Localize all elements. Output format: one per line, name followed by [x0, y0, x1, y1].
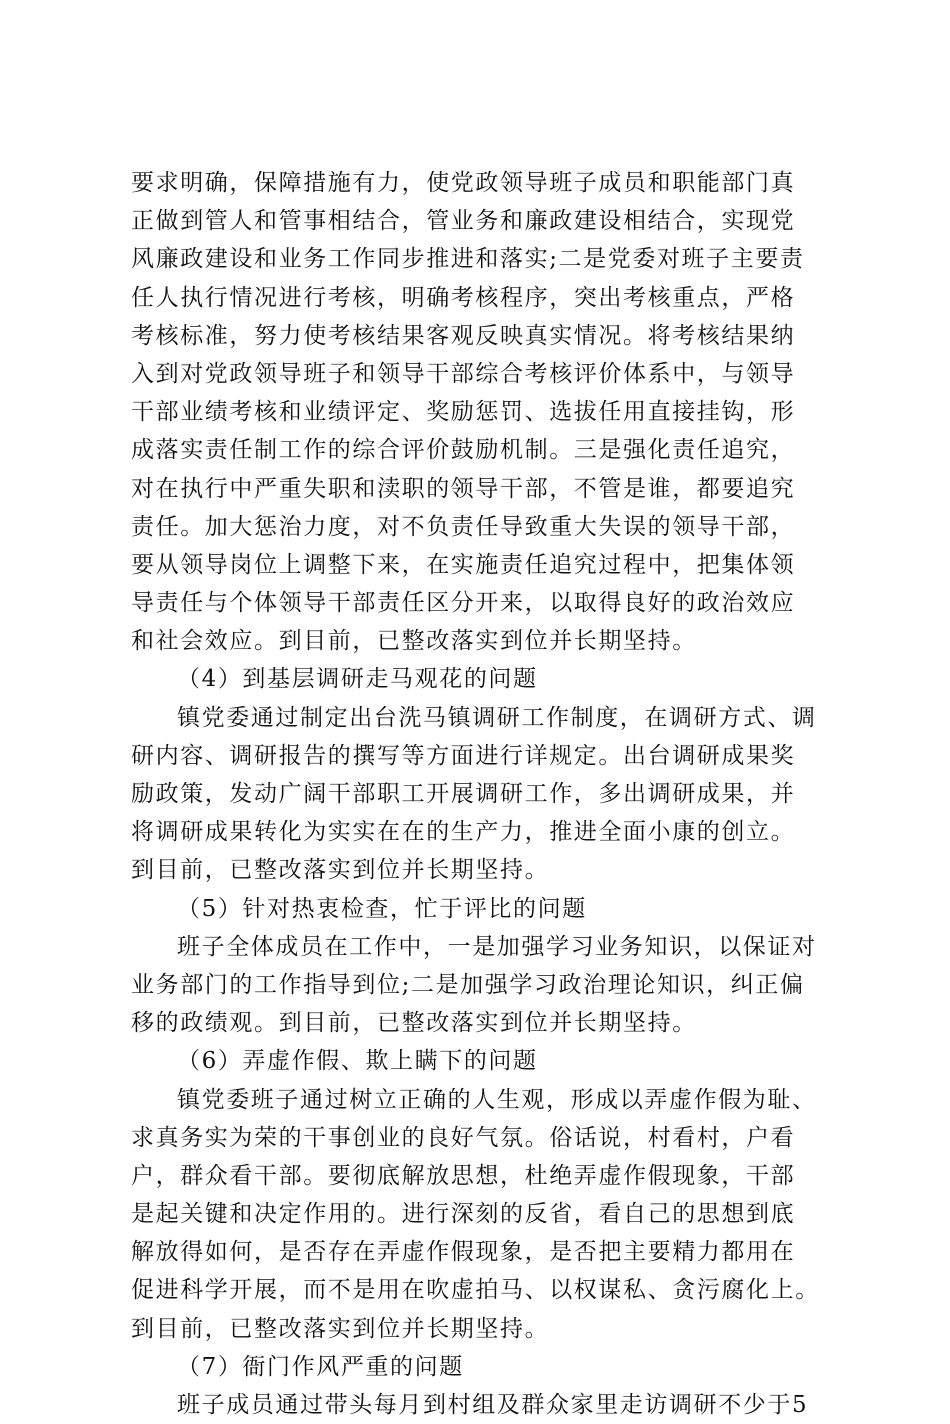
text-line: 促进科学开展，而不是用在吹虚拍马、以权谋私、贪污腐化上。 — [131, 1277, 820, 1304]
text-line: 解放得如何，是否存在弄虚作假现象，是否把主要精力都用在 — [131, 1239, 796, 1266]
text-line: 到目前，已整改落实到位并长期坚持。 — [131, 1315, 550, 1342]
text-line: 到目前，已整改落实到位并长期坚持。 — [131, 857, 550, 884]
text-line: 研内容、调研报告的撰写等方面进行详规定。出台调研成果奖 — [131, 742, 796, 769]
section-heading: （4）到基层调研走马观花的问题 — [177, 666, 538, 693]
text-line: 导责任与个体领导干部责任区分开来，以取得良好的政治效应 — [131, 590, 796, 617]
text-line: 班子全体成员在工作中，一是加强学习业务知识，以保证对 — [177, 933, 817, 960]
section-heading: （6）弄虚作假、欺上瞒下的问题 — [177, 1048, 538, 1075]
text-line: 正做到管人和管事相结合，管业务和廉政建设相结合，实现党 — [131, 208, 796, 235]
text-line: 励政策，发动广阔干部职工开展调研工作，多出调研成果，并 — [131, 781, 796, 807]
text-line: 对在执行中严重失职和渎职的领导干部，不管是谁，都要追究 — [131, 475, 796, 502]
text-line: 和社会效应。到目前，已整改落实到位并长期坚持。 — [131, 628, 697, 655]
text-line: 干部业绩考核和业绩评定、奖励惩罚、选拔任用直接挂钩，形 — [131, 399, 796, 426]
text-line: 业务部门的工作指导到位;二是加强学习政治理论知识，纠正偏 — [131, 971, 805, 998]
text-line: 是起关键和决定作用的。进行深刻的反省，看自己的思想到底 — [131, 1201, 796, 1228]
text-line: 镇党委通过制定出台洗马镇调研工作制度，在调研方式、调 — [177, 704, 817, 731]
text-line: 班子成员通过带头每月到村组及群众家里走访调研不少于5 — [177, 1392, 809, 1418]
text-line: 移的政绩观。到目前，已整改落实到位并长期坚持。 — [131, 1010, 697, 1037]
text-line: 考核标准，努力使考核结果客观反映真实情况。将考核结果纳 — [131, 322, 796, 349]
section-heading: （5）针对热衷检查，忙于评比的问题 — [177, 895, 587, 922]
text-line: 责任。加大惩治力度，对不负责任导致重大失误的领导干部， — [131, 513, 796, 540]
section-heading: （7）衙门作风严重的问题 — [177, 1353, 464, 1380]
text-line: 户，群众看干部。要彻底解放思想，杜绝弄虚作假现象，干部 — [131, 1162, 796, 1189]
text-line: 成落实责任制工作的综合评价鼓励机制。三是强化责任追究， — [131, 437, 796, 464]
document-body — [131, 164, 831, 1424]
text-line: 镇党委班子通过树立正确的人生观，形成以弄虚作假为耻、 — [177, 1086, 817, 1113]
text-line: 风廉政建设和业务工作同步推进和落实;二是党委对班子主要责 — [131, 246, 805, 273]
text-line: 入到对党政领导班子和领导干部综合考核评价体系中，与领导 — [131, 360, 796, 387]
text-line: 要求明确，保障措施有力，使党政领导班子成员和职能部门真 — [131, 170, 796, 196]
text-line: 任人执行情况进行考核，明确考核程序，突出考核重点，严格 — [131, 284, 796, 311]
text-line: 将调研成果转化为实实在在的生产力，推进全面小康的创立。 — [131, 819, 796, 846]
text-line: 求真务实为荣的干事创业的良好气氛。俗话说，村看村，户看 — [131, 1124, 796, 1151]
text-line: 要从领导岗位上调整下来，在实施责任追究过程中，把集体领 — [131, 551, 796, 578]
